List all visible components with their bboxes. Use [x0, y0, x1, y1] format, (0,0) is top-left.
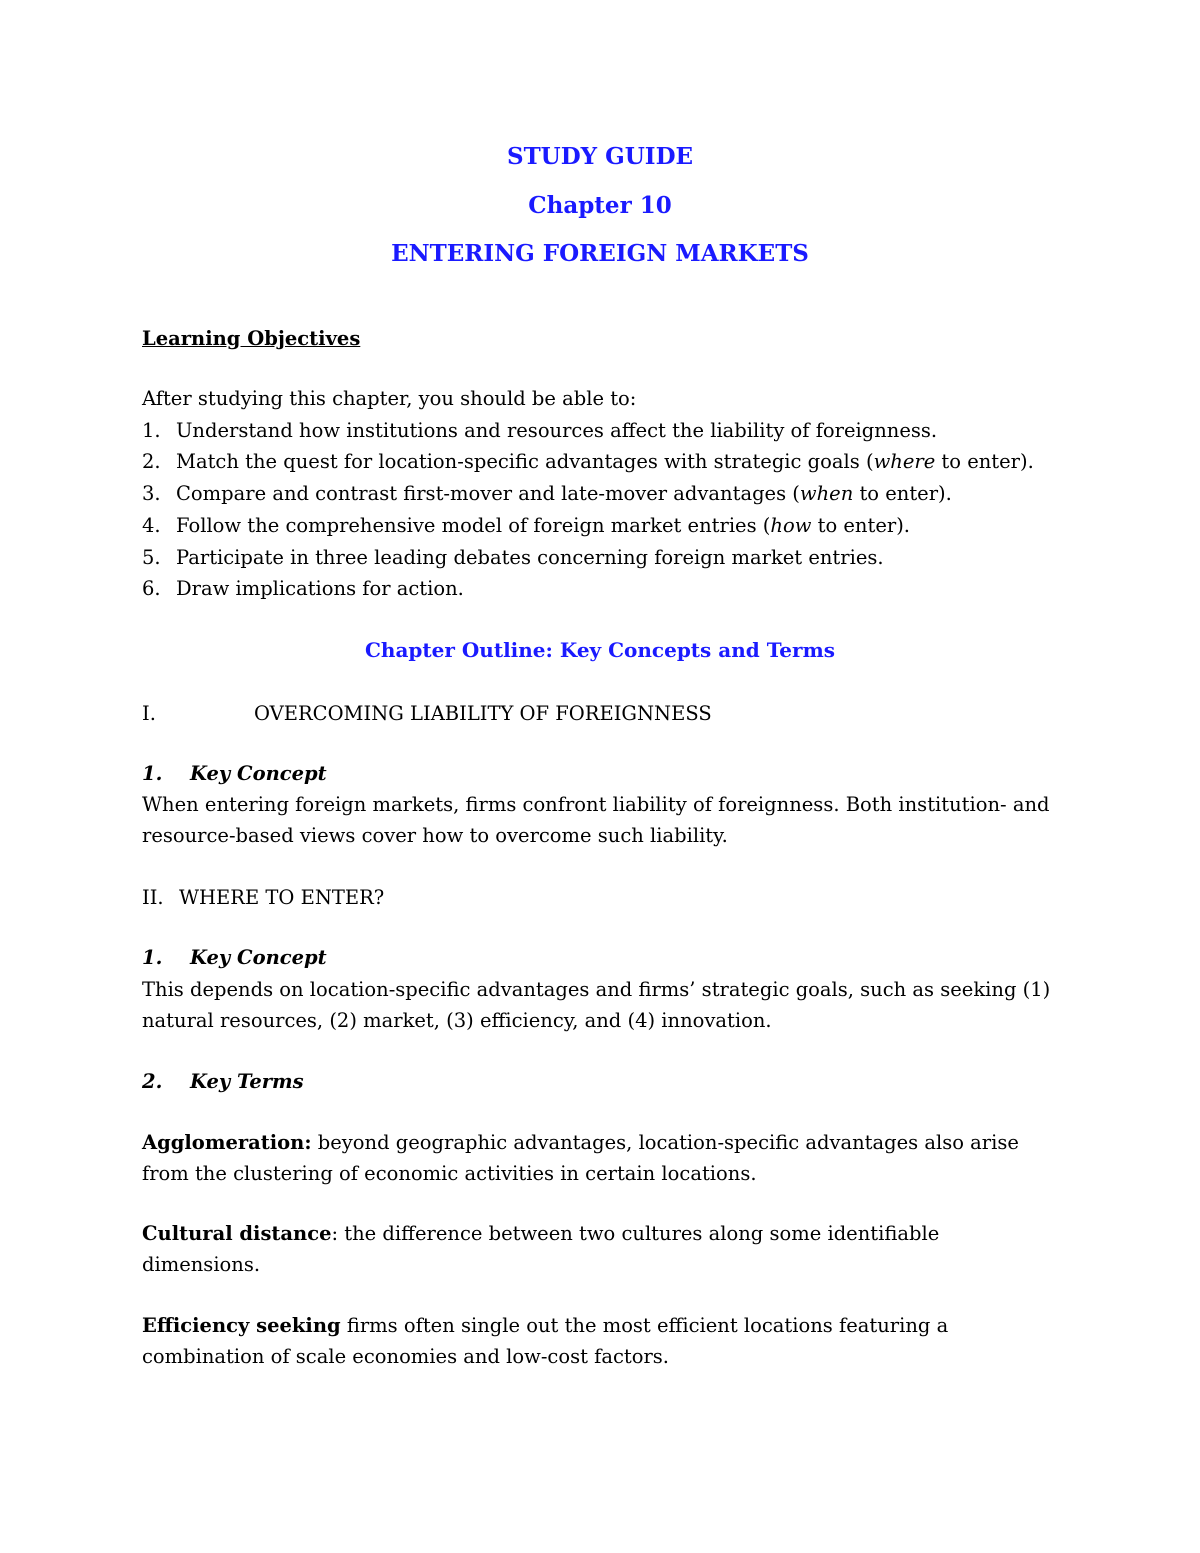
objectives-intro: After studying this chapter, you should be able to: — [142, 387, 637, 410]
section-title: OVERCOMING LIABILITY OF FOREIGNNESS — [254, 702, 712, 725]
objective-item-5 — [142, 542, 884, 573]
objective-item-2 — [142, 446, 1034, 477]
objective-emphasis: when — [799, 482, 854, 505]
section-heading-2 — [142, 882, 384, 913]
list-number: 6. — [142, 577, 161, 600]
objective-text: Participate in three leading debates concerning foreign market entries. — [176, 546, 884, 569]
term-agglomeration — [142, 1127, 1042, 1189]
term-name: Cultural distance — [142, 1222, 332, 1245]
section-number: I. — [142, 702, 156, 725]
term-definition: firms often single out the most efficient locations featuring a combination of scale economies and low-cost factors. — [142, 1314, 949, 1368]
key-concept-title: Key Concept — [190, 762, 327, 785]
term-efficiency-seeking — [142, 1310, 972, 1372]
key-concept-text: This depends on location-specific advantages and firms’ strategic goals, such as seeking (1) natural resources, (2) market, (3) efficiency, and (4) innovation. — [142, 978, 1051, 1032]
objective-item-4 — [142, 510, 910, 541]
section-heading-1 — [142, 698, 712, 729]
section-number: II. — [142, 886, 164, 909]
objective-text: Understand how institutions and resources affect the liability of foreignness. — [176, 419, 938, 442]
key-terms-title: Key Terms — [190, 1070, 304, 1093]
objective-item-6 — [142, 573, 464, 604]
chapter-number: Chapter 10 — [528, 192, 672, 219]
key-terms-number: 2. — [142, 1070, 163, 1093]
objective-item-3 — [142, 478, 952, 509]
learning-objectives-heading: Learning Objectives — [142, 327, 361, 350]
chapter-outline-heading: Chapter Outline: Key Concepts and Terms — [365, 638, 835, 662]
objective-emphasis: how — [770, 514, 812, 537]
term-name: Efficiency seeking — [142, 1314, 341, 1337]
list-number: 4. — [142, 514, 161, 537]
list-number: 2. — [142, 450, 161, 473]
term-definition: beyond geographic advantages, location-specific advantages also arise from the clustering of economic activities in certain locations. — [142, 1131, 1019, 1185]
doc-title: STUDY GUIDE — [506, 143, 694, 170]
term-cultural-distance — [142, 1218, 962, 1280]
objective-text: Compare and contrast first-mover and late-mover advantages ( — [176, 482, 800, 505]
key-concept-text: When entering foreign markets, firms confront liability of foreignness. Both institution- and resource-based views cover how to overcome such liability. — [142, 793, 1050, 847]
objective-text-end: to enter). — [853, 482, 952, 505]
term-name: Agglomeration: — [142, 1131, 312, 1154]
key-concept-number: 1. — [142, 762, 163, 785]
objective-text: Draw implications for action. — [176, 577, 464, 600]
term-definition: : the difference between two cultures along some identifiable dimensions. — [142, 1222, 940, 1276]
list-number: 5. — [142, 546, 161, 569]
list-number: 3. — [142, 482, 161, 505]
section-title: WHERE TO ENTER? — [179, 886, 385, 909]
objective-text: Match the quest for location-specific advantages with strategic goals ( — [176, 450, 874, 473]
objective-text-end: to enter). — [935, 450, 1034, 473]
key-terms-label — [142, 1066, 304, 1097]
objective-text: Follow the comprehensive model of foreign market entries ( — [176, 514, 771, 537]
list-number: 1. — [142, 419, 161, 442]
chapter-title: ENTERING FOREIGN MARKETS — [391, 240, 809, 267]
key-concept-label — [142, 942, 327, 973]
key-concept-title: Key Concept — [190, 946, 327, 969]
objective-item-1 — [142, 415, 937, 446]
objective-emphasis: where — [873, 450, 936, 473]
key-concept-number: 1. — [142, 946, 163, 969]
key-concept-label — [142, 758, 327, 789]
objective-text-end: to enter). — [811, 514, 910, 537]
